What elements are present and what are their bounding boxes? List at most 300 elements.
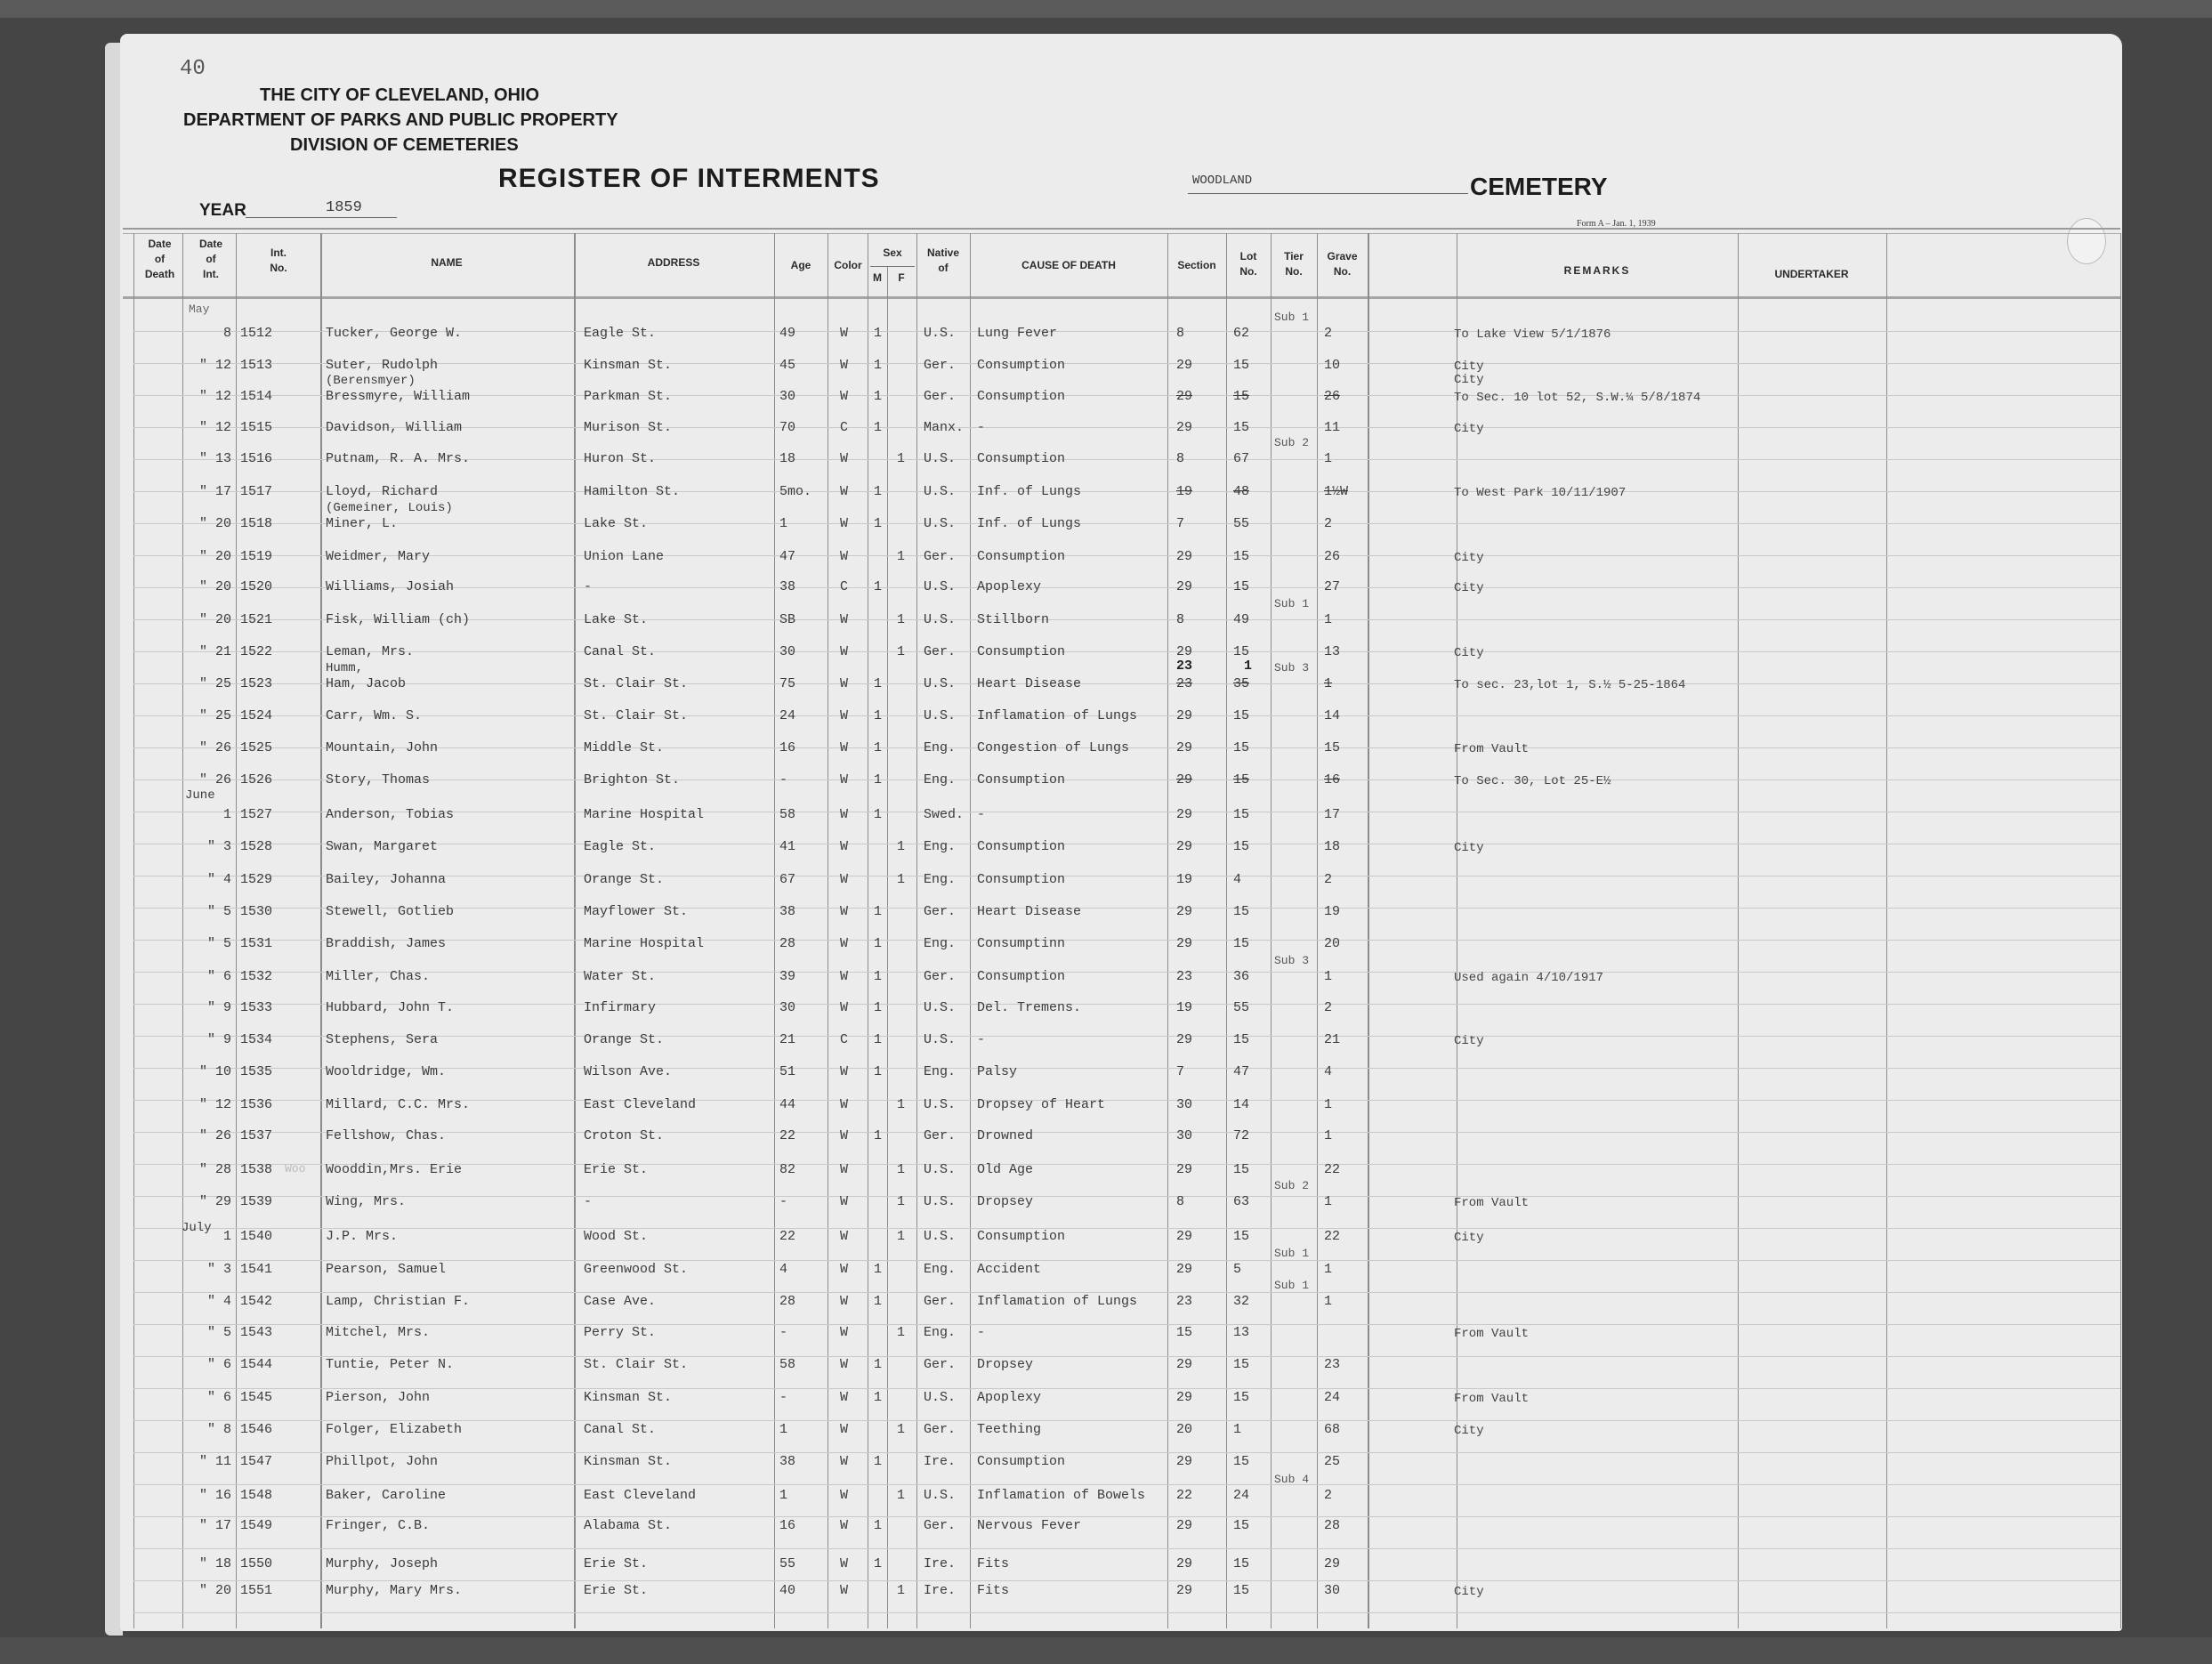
- age: 39: [779, 969, 796, 984]
- cause-of-death: Consumption: [977, 772, 1066, 788]
- column-divider: [916, 233, 917, 1628]
- name: Bressmyre, William: [326, 389, 471, 404]
- native-of: Manx.: [924, 420, 965, 435]
- cause-of-death: Consumption: [977, 1454, 1066, 1469]
- sex-f: 1: [897, 1488, 906, 1503]
- address: Parkman St.: [584, 389, 673, 404]
- name: Anderson, Tobias: [326, 807, 455, 822]
- address: Orange St.: [584, 1032, 665, 1047]
- date-of-int: " 6: [206, 969, 231, 984]
- color: W: [840, 1325, 849, 1340]
- remarks: From Vault: [1454, 1196, 1530, 1210]
- sex-f: 1: [897, 1097, 906, 1112]
- grave-number: 11: [1324, 420, 1341, 435]
- cause-of-death: Dropsey: [977, 1194, 1034, 1209]
- color: W: [840, 326, 849, 341]
- address: Huron St.: [584, 451, 657, 466]
- column-divider: [320, 233, 322, 1628]
- address: Canal St.: [584, 644, 657, 659]
- cemetery-underline: [1188, 193, 1468, 194]
- color: W: [840, 516, 849, 531]
- ruled-line: [133, 1516, 2120, 1517]
- name: Bailey, Johanna: [326, 872, 447, 887]
- lot-number: 62: [1233, 326, 1250, 341]
- native-of: U.S.: [924, 708, 957, 723]
- remarks: Used again 4/10/1917: [1454, 971, 1604, 985]
- column-divider: [2120, 233, 2121, 1628]
- grave-number: 23: [1324, 1357, 1341, 1372]
- column-divider: [1886, 233, 1887, 1628]
- section: 29: [1176, 740, 1193, 755]
- age: 16: [779, 1518, 796, 1533]
- sex-f: 1: [897, 549, 906, 564]
- age: -: [779, 1194, 788, 1209]
- column-divider: [1226, 233, 1227, 1628]
- remarks: City: [1454, 551, 1484, 565]
- age: 38: [779, 904, 796, 919]
- age: 5mo.: [779, 484, 812, 499]
- native-of: U.S.: [924, 1229, 957, 1244]
- color: W: [840, 1162, 849, 1177]
- name: Lloyd, Richard: [326, 484, 439, 499]
- name: Miner, L.: [326, 516, 399, 531]
- lot-number: 15: [1233, 936, 1250, 951]
- date-of-int: " 5: [206, 1325, 231, 1340]
- lot-number: 49: [1233, 612, 1250, 627]
- date-of-int: " 5: [206, 936, 231, 951]
- sex-f: 1: [897, 612, 906, 627]
- name: Mountain, John: [326, 740, 439, 755]
- color: W: [840, 1390, 849, 1405]
- sex-m: 1: [874, 389, 883, 404]
- section: 30: [1176, 1097, 1193, 1112]
- column-divider: [182, 233, 183, 1628]
- int-number: 1524: [240, 708, 273, 723]
- lot-number: 35: [1233, 676, 1250, 691]
- address: Wood St.: [584, 1229, 649, 1244]
- corrected-section: 23: [1176, 658, 1193, 674]
- address: Erie St.: [584, 1162, 649, 1177]
- remarks: To sec. 23,lot 1, S.½ 5-25-1864: [1454, 678, 1686, 692]
- lot-number: 24: [1233, 1488, 1250, 1503]
- native-of: U.S.: [924, 1097, 957, 1112]
- date-of-int: " 11: [198, 1454, 231, 1469]
- sex-m: 1: [874, 807, 883, 822]
- age: 28: [779, 1294, 796, 1309]
- native-of: U.S.: [924, 484, 957, 499]
- tier-number: Sub 1: [1274, 1247, 1310, 1260]
- color: W: [840, 740, 849, 755]
- native-of: Eng.: [924, 839, 957, 854]
- year-label: YEAR: [199, 201, 246, 220]
- cause-of-death: Teething: [977, 1422, 1042, 1437]
- lot-number: 15: [1233, 740, 1250, 755]
- int-number: 1512: [240, 326, 273, 341]
- address: Greenwood St.: [584, 1262, 689, 1277]
- address: Lake St.: [584, 612, 649, 627]
- name: Pearson, Samuel: [326, 1262, 447, 1277]
- native-of: Ger.: [924, 1518, 957, 1533]
- grave-number: 17: [1324, 807, 1341, 822]
- lot-number: 63: [1233, 1194, 1250, 1209]
- lot-number: 47: [1233, 1064, 1250, 1079]
- section: 29: [1176, 644, 1193, 659]
- lot-number: 48: [1233, 484, 1250, 499]
- ruled-line: [133, 651, 2120, 652]
- color: W: [840, 839, 849, 854]
- int-number: 1543: [240, 1325, 273, 1340]
- section: 29: [1176, 839, 1193, 854]
- column-divider: [774, 233, 775, 1628]
- remarks: From Vault: [1454, 1327, 1530, 1341]
- color: W: [840, 1294, 849, 1309]
- int-number: 1542: [240, 1294, 273, 1309]
- native-of: Swed.: [924, 807, 965, 822]
- native-of: U.S.: [924, 579, 957, 594]
- lot-number: 15: [1233, 904, 1250, 919]
- section: 29: [1176, 579, 1193, 594]
- cause-of-death: Consumption: [977, 644, 1066, 659]
- int-number: 1513: [240, 358, 273, 373]
- section: 29: [1176, 1262, 1193, 1277]
- date-of-int: " 3: [206, 1262, 231, 1277]
- lot-number: 55: [1233, 1000, 1250, 1015]
- section: 8: [1176, 326, 1185, 341]
- grave-number: 68: [1324, 1422, 1341, 1437]
- age: 51: [779, 1064, 796, 1079]
- grave-number: 16: [1324, 772, 1341, 788]
- grave-number: 2: [1324, 872, 1333, 887]
- name: Stephens, Sera: [326, 1032, 439, 1047]
- cause-of-death: Consumption: [977, 358, 1066, 373]
- tier-number: Sub 1: [1274, 597, 1310, 610]
- date-of-int: 1: [222, 807, 231, 822]
- cause-of-death: Palsy: [977, 1064, 1018, 1079]
- ruled-line: [133, 972, 2120, 973]
- grave-number: 1: [1324, 451, 1333, 466]
- native-of: Ire.: [924, 1556, 957, 1571]
- date-of-int: " 16: [198, 1488, 231, 1503]
- date-of-int: " 17: [198, 1518, 231, 1533]
- date-of-int: " 28: [198, 1162, 231, 1177]
- remarks: From Vault: [1454, 1392, 1530, 1406]
- address: Marine Hospital: [584, 936, 705, 951]
- address: Marine Hospital: [584, 807, 705, 822]
- col-address: ADDRESS: [647, 256, 700, 269]
- col-name: NAME: [431, 256, 463, 269]
- int-number: 1547: [240, 1454, 273, 1469]
- binder-bottom-edge: [0, 1637, 2212, 1664]
- section: 8: [1176, 612, 1185, 627]
- tier-number: Sub 1: [1274, 1279, 1310, 1292]
- section: 29: [1176, 1357, 1193, 1372]
- ruled-line: [133, 523, 2120, 524]
- age: 22: [779, 1229, 796, 1244]
- col-tier-no: Tier No.: [1284, 250, 1304, 278]
- lot-number: 15: [1233, 1556, 1250, 1571]
- age: 82: [779, 1162, 796, 1177]
- sex-f: 1: [897, 839, 906, 854]
- color: W: [840, 1454, 849, 1469]
- name: Stewell, Gotlieb: [326, 904, 455, 919]
- tier-number: Sub 3: [1274, 954, 1310, 967]
- lot-number: 67: [1233, 451, 1250, 466]
- corrected-lot: 1: [1244, 658, 1253, 674]
- int-number: 1541: [240, 1262, 273, 1277]
- sex-m: 1: [874, 969, 883, 984]
- int-number: 1544: [240, 1357, 273, 1372]
- cause-of-death: Apoplexy: [977, 1390, 1042, 1405]
- age: 18: [779, 451, 796, 466]
- remarks: City: [1454, 841, 1484, 855]
- date-of-int: " 9: [206, 1000, 231, 1015]
- date-of-int: " 25: [198, 708, 231, 723]
- remarks: From Vault: [1454, 742, 1530, 756]
- color: W: [840, 1064, 849, 1079]
- color: W: [840, 708, 849, 723]
- cause-of-death: Inf. of Lungs: [977, 516, 1082, 531]
- int-number: 1516: [240, 451, 273, 466]
- sex-f: 1: [897, 1422, 906, 1437]
- sex-m: 1: [874, 358, 883, 373]
- int-number: 1536: [240, 1097, 273, 1112]
- sex-f: 1: [897, 872, 906, 887]
- cause-of-death: Lung Fever: [977, 326, 1058, 341]
- cause-of-death: Apoplexy: [977, 579, 1042, 594]
- native-of: Eng.: [924, 1325, 957, 1340]
- column-divider: [827, 233, 828, 1628]
- section: 29: [1176, 1454, 1193, 1469]
- int-number: 1538: [240, 1162, 273, 1177]
- tier-number: Sub 2: [1274, 436, 1310, 449]
- int-number: 1540: [240, 1229, 273, 1244]
- native-of: Ire.: [924, 1454, 957, 1469]
- grave-number: 27: [1324, 579, 1341, 594]
- cause-of-death: Drowned: [977, 1128, 1034, 1143]
- age: 30: [779, 1000, 796, 1015]
- cause-of-death: Inflamation of Lungs: [977, 1294, 1138, 1309]
- age: 38: [779, 1454, 796, 1469]
- age: 1: [779, 1422, 788, 1437]
- date-of-int: " 8: [206, 1422, 231, 1437]
- section: 29: [1176, 420, 1193, 435]
- sex-m: 1: [874, 1518, 883, 1533]
- grave-number: 22: [1324, 1162, 1341, 1177]
- address: Eagle St.: [584, 326, 657, 341]
- native-of: Ger.: [924, 1422, 957, 1437]
- color: W: [840, 389, 849, 404]
- name: Hubbard, John T.: [326, 1000, 455, 1015]
- age: 75: [779, 676, 796, 691]
- int-number: 1537: [240, 1128, 273, 1143]
- section: 29: [1176, 1162, 1193, 1177]
- section: 7: [1176, 1064, 1185, 1079]
- column-divider: [236, 233, 237, 1628]
- age: -: [779, 1325, 788, 1340]
- section: 29: [1176, 358, 1193, 373]
- native-of: Ger.: [924, 549, 957, 564]
- binder-top-edge: [0, 0, 2212, 18]
- color: W: [840, 1357, 849, 1372]
- ruled-line: [133, 1292, 2120, 1293]
- int-number: 1545: [240, 1390, 273, 1405]
- address: -: [584, 1194, 593, 1209]
- native-of: Ger.: [924, 389, 957, 404]
- col-date-of-int: Date of Int.: [198, 238, 222, 280]
- address: Murison St.: [584, 420, 673, 435]
- col-date-of-death: Date of Death: [144, 238, 175, 280]
- col-sex: Sex: [883, 246, 902, 259]
- name: Fringer, C.B.: [326, 1518, 431, 1533]
- lot-number: 15: [1233, 1357, 1250, 1372]
- section: 29: [1176, 1229, 1193, 1244]
- int-number: 1517: [240, 484, 273, 499]
- date-of-int: " 10: [198, 1064, 231, 1079]
- age: 47: [779, 549, 796, 564]
- section: 29: [1176, 1518, 1193, 1533]
- name-note: (Gemeiner, Louis): [326, 501, 453, 515]
- grave-number: 29: [1324, 1556, 1341, 1571]
- int-number: 1549: [240, 1518, 273, 1533]
- grave-number: 1: [1324, 1294, 1333, 1309]
- native-of: U.S.: [924, 326, 957, 341]
- lot-number: 15: [1233, 772, 1250, 788]
- age: 22: [779, 1128, 796, 1143]
- section: 29: [1176, 936, 1193, 951]
- name-note: Humm,: [326, 661, 364, 675]
- cemetery-label: CEMETERY: [1470, 173, 1608, 200]
- column-divider: [887, 266, 888, 1628]
- age: 49: [779, 326, 796, 341]
- address: Lake St.: [584, 516, 649, 531]
- color: C: [840, 1032, 849, 1047]
- native-of: U.S.: [924, 451, 957, 466]
- cause-of-death: Consumption: [977, 549, 1066, 564]
- cause-of-death: Consumption: [977, 389, 1066, 404]
- section: 19: [1176, 484, 1193, 499]
- ruled-line: [133, 1580, 2120, 1581]
- col-section: Section: [1177, 259, 1216, 271]
- name-note: (Berensmyer): [326, 374, 416, 388]
- date-of-int: " 6: [206, 1357, 231, 1372]
- page-number: 40: [180, 57, 206, 81]
- tier-number: Sub 4: [1274, 1473, 1310, 1486]
- date-of-int: " 18: [198, 1556, 231, 1571]
- address: Erie St.: [584, 1583, 649, 1598]
- cause-of-death: Old Age: [977, 1162, 1034, 1177]
- date-of-int: " 4: [206, 1294, 231, 1309]
- age: 30: [779, 644, 796, 659]
- ruled-line: [133, 1548, 2120, 1549]
- address: Croton St.: [584, 1128, 665, 1143]
- cemetery-name: WOODLAND: [1192, 174, 1253, 188]
- ruled-line: [133, 1228, 2120, 1229]
- address: Kinsman St.: [584, 1454, 673, 1469]
- cause-of-death: Inflamation of Lungs: [977, 708, 1138, 723]
- sex-f: 1: [897, 1325, 906, 1340]
- cause-of-death: Nervous Fever: [977, 1518, 1082, 1533]
- sex-m: 1: [874, 326, 883, 341]
- col-cause-of-death: CAUSE OF DEATH: [1021, 259, 1116, 271]
- sex-m: 1: [874, 708, 883, 723]
- date-of-int: " 20: [198, 549, 231, 564]
- table-top-rule-2: [123, 233, 2120, 234]
- sex-m: 1: [874, 1556, 883, 1571]
- age: -: [779, 1390, 788, 1405]
- grave-number: 21: [1324, 1032, 1341, 1047]
- int-number: 1533: [240, 1000, 273, 1015]
- address: Wilson Ave.: [584, 1064, 673, 1079]
- column-divider: [1368, 233, 1369, 1628]
- color: W: [840, 872, 849, 887]
- int-number: 1529: [240, 872, 273, 887]
- grave-number: 2: [1324, 326, 1333, 341]
- address: Erie St.: [584, 1556, 649, 1571]
- int-number: 1539: [240, 1194, 273, 1209]
- section: 29: [1176, 549, 1193, 564]
- lot-number: 15: [1233, 1229, 1250, 1244]
- section: 8: [1176, 451, 1185, 466]
- column-divider: [133, 233, 134, 1628]
- int-number: 1551: [240, 1583, 273, 1598]
- address: Kinsman St.: [584, 358, 673, 373]
- date-of-int: " 20: [198, 612, 231, 627]
- section: 19: [1176, 1000, 1193, 1015]
- cause-of-death: Congestion of Lungs: [977, 740, 1130, 755]
- name: Fellshow, Chas.: [326, 1128, 447, 1143]
- native-of: U.S.: [924, 612, 957, 627]
- name: Tucker, George W.: [326, 326, 463, 341]
- address: Mayflower St.: [584, 904, 689, 919]
- lot-number: 4: [1233, 872, 1242, 887]
- color: W: [840, 1262, 849, 1277]
- lot-number: 15: [1233, 1454, 1250, 1469]
- lot-number: 72: [1233, 1128, 1250, 1143]
- name: Ham, Jacob: [326, 676, 407, 691]
- cause-of-death: Stillborn: [977, 612, 1050, 627]
- section: 19: [1176, 872, 1193, 887]
- name: Miller, Chas.: [326, 969, 431, 984]
- grave-number: 26: [1324, 549, 1341, 564]
- sex-f: 1: [897, 1162, 906, 1177]
- grave-number: 15: [1324, 740, 1341, 755]
- name: Leman, Mrs.: [326, 644, 415, 659]
- color: W: [840, 1556, 849, 1571]
- int-number: 1525: [240, 740, 273, 755]
- section: 8: [1176, 1194, 1185, 1209]
- color: W: [840, 904, 849, 919]
- col-sex-m: M: [873, 271, 882, 284]
- name: Murphy, Mary Mrs.: [326, 1583, 463, 1598]
- int-number: 1514: [240, 389, 273, 404]
- date-of-int: " 26: [198, 772, 231, 788]
- ruled-line: [133, 1324, 2120, 1325]
- sex-m: 1: [874, 936, 883, 951]
- grave-number: 14: [1324, 708, 1341, 723]
- age: 30: [779, 389, 796, 404]
- sex-f: 1: [897, 1194, 906, 1209]
- grave-number: 4: [1324, 1064, 1333, 1079]
- section: 23: [1176, 969, 1193, 984]
- header-division: DIVISION OF CEMETERIES: [290, 135, 519, 155]
- color: W: [840, 936, 849, 951]
- native-of: Eng.: [924, 1064, 957, 1079]
- name: J.P. Mrs.: [326, 1229, 399, 1244]
- year-underline: [246, 217, 397, 218]
- date-of-int: 8: [222, 326, 231, 341]
- address: St. Clair St.: [584, 676, 689, 691]
- section: 22: [1176, 1488, 1193, 1503]
